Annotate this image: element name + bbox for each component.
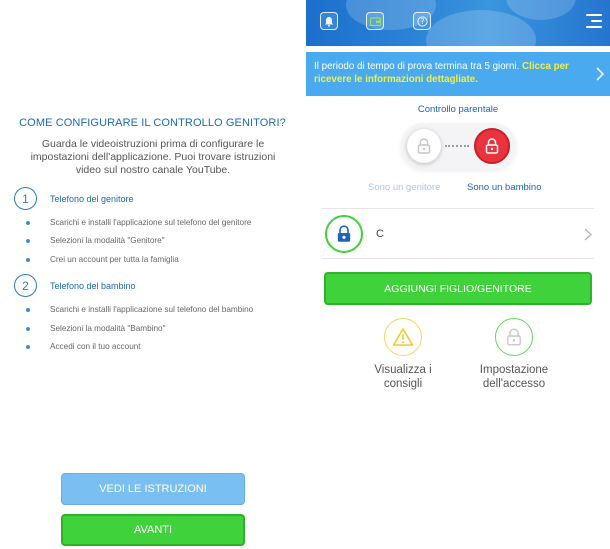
setup-title: COME CONFIGURARE IL CONTROLLO GENITORI? xyxy=(19,117,286,129)
list-item: Accedi con il tuo account xyxy=(26,342,141,351)
step-parent-phone xyxy=(14,187,134,210)
lock-icon xyxy=(495,318,533,356)
trial-banner-link[interactable]: Clicca per ricevere le informazioni dettagliate. xyxy=(314,61,569,85)
view-instructions-button[interactable]: VEDI LE ISTRUZIONI xyxy=(61,473,245,505)
role-parent-option[interactable]: Sono un genitore xyxy=(368,182,441,193)
parental-control-label: Controllo parentale xyxy=(417,104,499,115)
role-child-option[interactable]: Sono un bambino xyxy=(467,182,542,193)
trial-banner[interactable] xyxy=(306,52,610,96)
list-item: Crei un account per tutta la famiglia xyxy=(26,255,179,264)
bullet-icon xyxy=(26,345,30,349)
list-item: Selezioni la modalità "Genitore" xyxy=(26,236,165,245)
avatar xyxy=(325,215,363,253)
step-child-phone xyxy=(14,274,136,297)
role-toggle[interactable] xyxy=(401,123,516,169)
feature-label: Visualizza i consigli xyxy=(374,364,432,390)
bell-icon[interactable] xyxy=(320,12,338,30)
bullet-icon xyxy=(26,258,30,262)
setup-description: Guarda le videoistruzioni prima di configurare le impostazioni dell'applicazione. Puoi trovare istruzioni video sul nostro canale YouTube. xyxy=(30,138,276,176)
wallet-icon[interactable] xyxy=(366,12,384,30)
add-child-parent-button[interactable]: AGGIUNGI FIGLIO/GENITORE xyxy=(324,272,592,305)
parent-lock-icon[interactable] xyxy=(407,129,441,163)
app-header xyxy=(306,0,610,46)
bullet-icon xyxy=(26,221,30,225)
svg-text:?: ? xyxy=(420,16,424,26)
trial-banner-text: Il periodo di tempo di prova termina tra 5 giorni. xyxy=(314,61,523,72)
user-name: C xyxy=(376,228,384,240)
chevron-right-icon xyxy=(596,67,604,81)
feature-label: Impostazione dell'accesso xyxy=(479,364,549,390)
step-number: 1 xyxy=(14,187,37,210)
bullet-icon xyxy=(26,239,30,243)
toggle-connector xyxy=(445,145,469,147)
dashboard-screen xyxy=(306,0,610,549)
step-number: 2 xyxy=(14,274,37,297)
list-item: Scarichi e installi l'applicazione sul telefono del bambino xyxy=(26,305,253,314)
lock-icon xyxy=(336,225,352,243)
access-settings-feature[interactable] xyxy=(469,318,559,391)
step-label: Telefono del bambino xyxy=(50,280,136,291)
chevron-right-icon xyxy=(584,228,592,241)
help-icon[interactable] xyxy=(413,12,431,30)
step-label: Telefono del genitore xyxy=(50,193,134,204)
bullet-icon xyxy=(26,327,30,331)
warning-icon xyxy=(384,318,422,356)
menu-icon[interactable] xyxy=(586,14,602,28)
next-button[interactable]: AVANTI xyxy=(61,514,245,546)
list-item: Selezioni la modalità "Bambino" xyxy=(26,324,166,333)
bullet-icon xyxy=(26,308,30,312)
user-row[interactable] xyxy=(322,208,594,259)
view-tips-feature[interactable] xyxy=(358,318,448,391)
list-item: Scarichi e installi l'applicazione sul telefono del genitore xyxy=(26,218,251,227)
child-lock-icon[interactable] xyxy=(474,128,510,164)
